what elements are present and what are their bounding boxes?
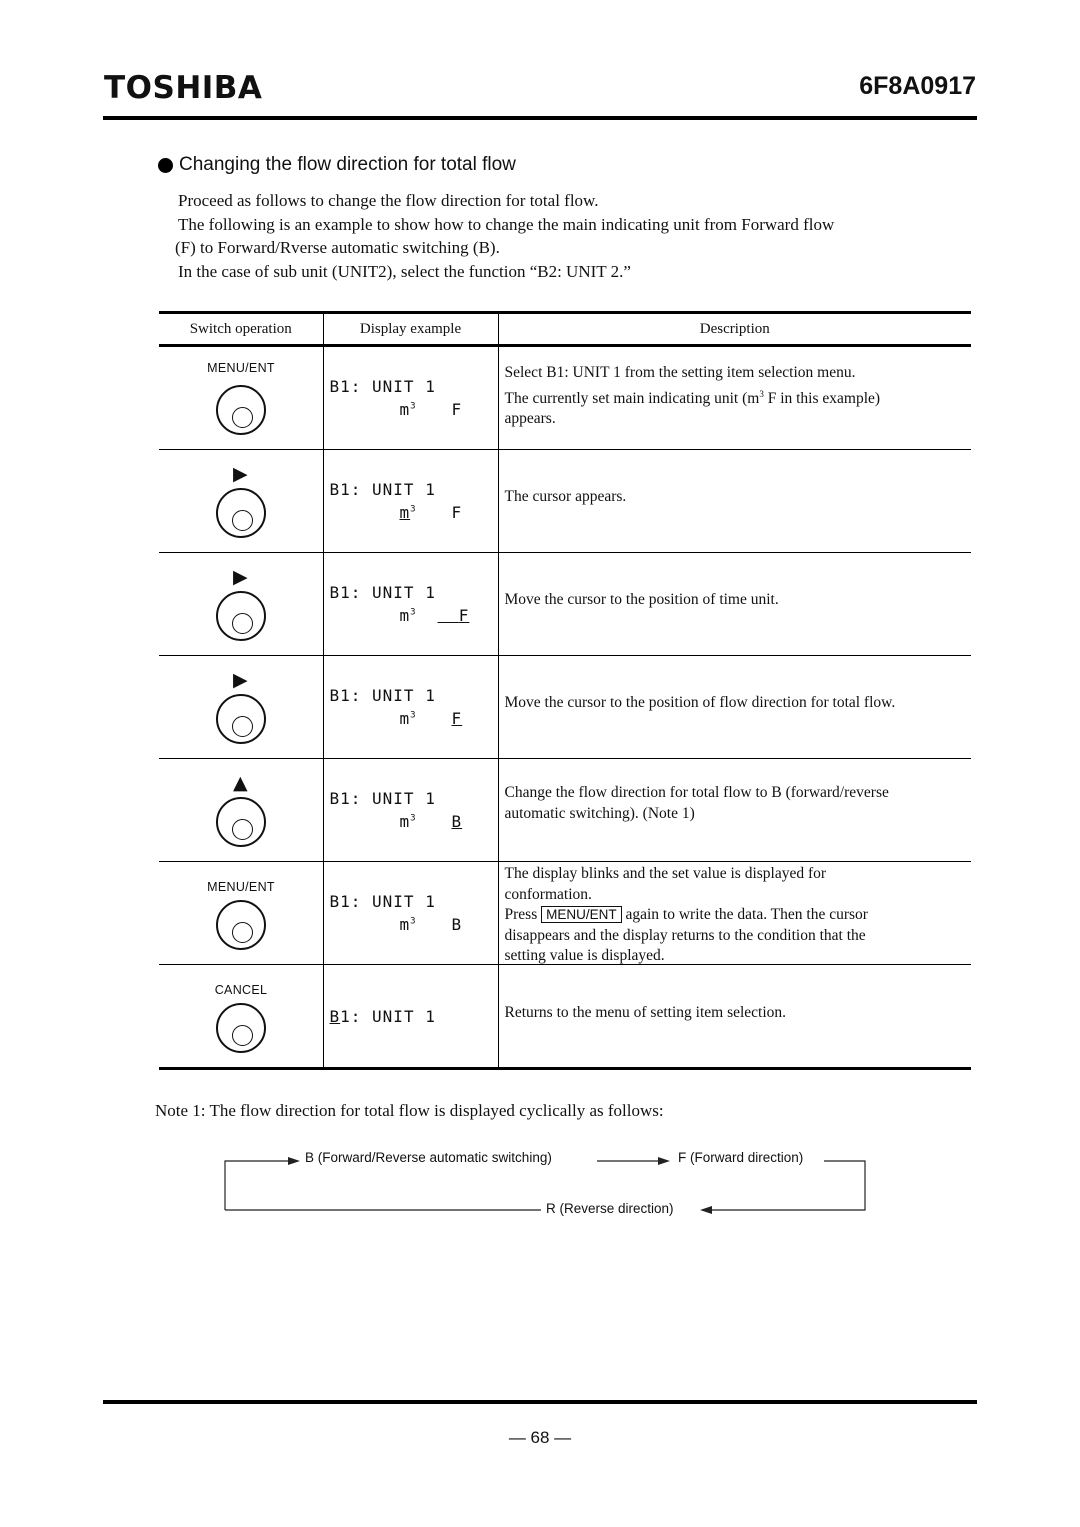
footer-rule <box>103 1400 977 1404</box>
description-line: Select B1: UNIT 1 from the setting item selection menu. <box>504 364 856 381</box>
description-line: disappears and the display returns to the condition that the <box>504 926 866 944</box>
row-description: Move the cursor to the position of flow direction for total flow. <box>504 694 896 711</box>
knob-icon <box>216 385 266 435</box>
description-line: The display blinks and the set value is displayed for <box>504 865 827 882</box>
operation-table <box>159 311 971 1070</box>
lcd-display <box>330 892 463 934</box>
bullet-icon <box>158 158 173 173</box>
lcd-line-1: B1: UNIT 1 <box>329 377 436 396</box>
lcd-unit: $m^3$ <box>399 400 417 419</box>
description-line: appears. <box>504 410 556 428</box>
menu-ent-key <box>159 862 323 964</box>
knob-icon <box>216 1003 266 1053</box>
intro-paragraph-2: The following is an example to show how to change the main indicating unit from Forward flow <box>178 214 835 234</box>
arrow-icon <box>658 1157 670 1165</box>
lcd-display <box>330 583 470 625</box>
header-display-example: Display example <box>323 313 498 346</box>
description-line: Change the flow direction for total flow to B (forward/reverse <box>504 784 889 801</box>
page-number: — 68 — <box>508 1428 572 1447</box>
table-row <box>159 450 971 553</box>
section-title: Changing the flow direction for total flow <box>179 154 516 175</box>
table-header-row <box>159 313 971 346</box>
lcd-line-1: B1: UNIT 1 <box>329 892 436 911</box>
key-label: MENU/ENT <box>207 361 275 375</box>
arrow-icon <box>288 1157 300 1165</box>
knob-icon <box>216 694 266 744</box>
right-arrow-key <box>159 553 323 655</box>
lcd-direction: F <box>451 400 463 419</box>
lcd-display <box>330 480 463 522</box>
lcd-direction: F <box>451 503 463 522</box>
intro-paragraph-1: Proceed as follows to change the flow direction for total flow. <box>178 191 599 210</box>
row-description <box>505 363 964 430</box>
knob-icon <box>216 591 266 641</box>
knob-icon <box>216 488 266 538</box>
up-arrow-key <box>159 759 323 861</box>
lcd-line-1: B1: UNIT 1 <box>329 686 436 705</box>
key-label: MENU/ENT <box>207 880 275 894</box>
cycle-r-label: R (Reverse direction) <box>546 1201 674 1216</box>
intro-paragraph-3: In the case of sub unit (UNIT2), select the function “B2: UNIT 2.” <box>178 261 631 281</box>
right-arrow-icon: ▶ <box>233 669 248 691</box>
cycle-f-label: F (Forward direction) <box>678 1150 804 1165</box>
row-description <box>505 783 964 824</box>
table-row <box>159 965 971 1069</box>
description-line: setting value is displayed. <box>504 947 665 964</box>
lcd-display <box>330 686 463 728</box>
right-arrow-key <box>159 656 323 758</box>
lcd-unit: $m^3$ <box>399 606 417 625</box>
lcd-display <box>330 1007 436 1026</box>
table-row <box>159 656 971 759</box>
lcd-direction: B <box>451 915 463 934</box>
description-line: The currently set main indicating unit ($m^3$ F in this example) <box>504 388 881 407</box>
description-line: Press MENU/ENT again to write the data. Then the cursor <box>504 906 868 923</box>
knob-icon <box>216 797 266 847</box>
header-description: Description <box>498 313 971 346</box>
row-description: The cursor appears. <box>504 488 627 505</box>
lcd-line-1: B1: UNIT 1 <box>329 583 436 602</box>
menu-ent-key <box>159 347 323 449</box>
table-row <box>159 346 971 450</box>
row-description: Move the cursor to the position of time unit. <box>504 591 779 608</box>
cancel-key <box>159 965 323 1067</box>
table-row <box>159 862 971 965</box>
row-description <box>505 864 964 967</box>
up-arrow-icon: ▲ <box>233 772 248 794</box>
lcd-unit: $m^3$ <box>399 915 417 934</box>
arrow-icon <box>700 1206 712 1214</box>
lcd-unit: $m^3$ <box>399 812 417 831</box>
cycle-b-label: B (Forward/Reverse automatic switching) <box>305 1150 552 1165</box>
right-arrow-icon: ▶ <box>233 463 248 485</box>
knob-icon <box>216 900 266 950</box>
lcd-display <box>330 789 463 831</box>
lcd-unit: $m^3$ <box>399 503 417 522</box>
description-line: automatic switching). (Note 1) <box>504 804 695 822</box>
section-heading <box>158 154 516 176</box>
note-text: Note 1: The flow direction for total flow is displayed cyclically as follows: <box>155 1101 664 1120</box>
table-row <box>159 759 971 862</box>
row-description: Returns to the menu of setting item selection. <box>504 1004 787 1021</box>
intro-paragraph-2-cont: (F) to Forward/Rverse automatic switching (B). <box>175 238 500 257</box>
lcd-display <box>330 377 463 419</box>
lcd-cursor-char: B <box>329 1007 341 1026</box>
right-arrow-icon: ▶ <box>233 566 248 588</box>
lcd-direction: F <box>458 606 470 625</box>
lcd-line-1: B1: UNIT 1 <box>329 480 436 499</box>
table-row <box>159 553 971 656</box>
document-number: 6F8A0917 <box>859 72 976 100</box>
brand-logo: TOSHIBA <box>104 70 263 106</box>
lcd-line-1: 1: UNIT 1 <box>340 1007 436 1026</box>
header-switch-operation: Switch operation <box>159 313 323 346</box>
lcd-unit: $m^3$ <box>399 709 417 728</box>
key-label: CANCEL <box>214 983 268 997</box>
intro-text <box>175 189 968 283</box>
menu-ent-button-label: MENU/ENT <box>541 906 622 923</box>
lcd-direction: F <box>451 709 463 728</box>
lcd-line-1: B1: UNIT 1 <box>329 789 436 808</box>
lcd-direction: B <box>451 812 463 831</box>
right-arrow-key <box>159 450 323 552</box>
header-rule <box>103 116 977 120</box>
description-line: conformation. <box>504 885 592 903</box>
